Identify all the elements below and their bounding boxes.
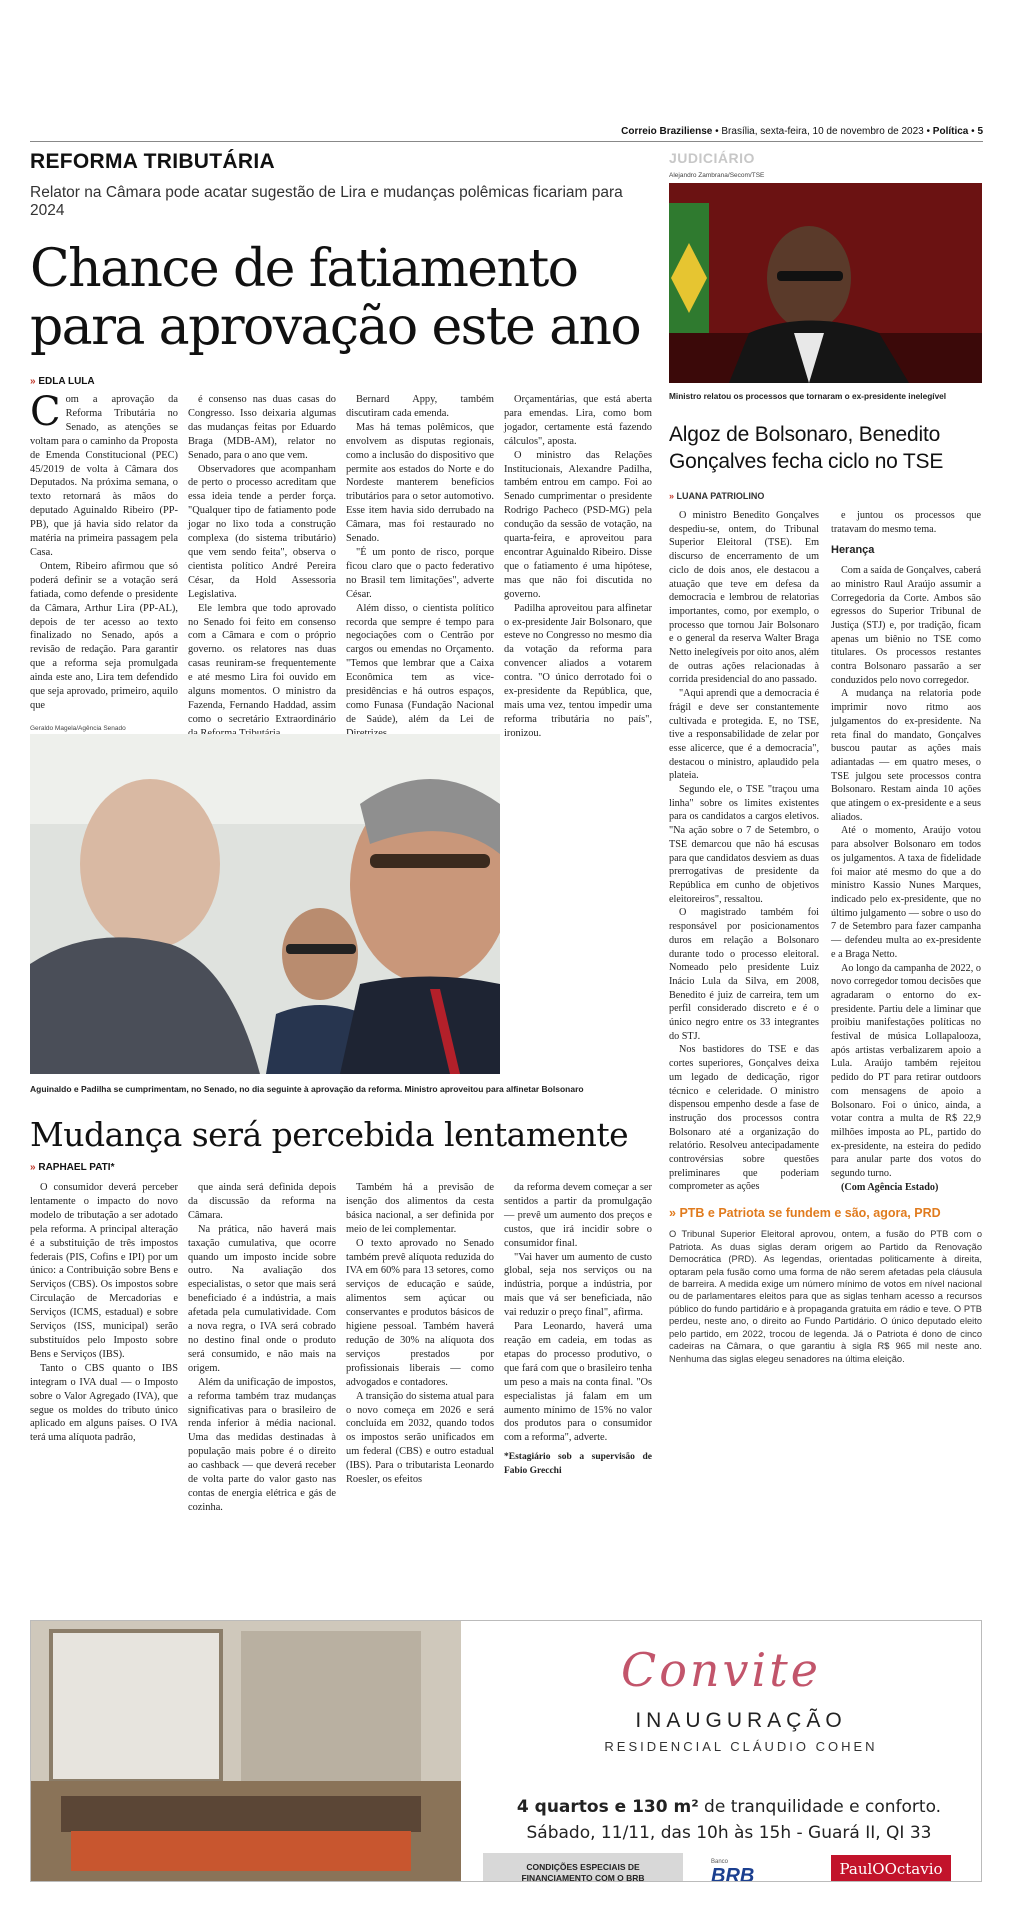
story-body [30,389,652,741]
body-column [831,509,981,1194]
body-paragraph: Nos bastidores do TSE e das cortes superiores, Gonçalves deixa um legado de dedicação, rigor técnico e celeridade. O ministro dispensou empenho desde a fase de instrução dos processos contra Bolsonaro até a organização do relatório. Resolveu antecipadamente controvérsias sobre questões preliminares que poderiam comprometer as ações [669,1044,819,1193]
byline-marker: » [669,491,675,501]
body-paragraph: A transição do sistema atual para o novo começa em 2026 e será concluída em 2032, quando todos os impostos serão unificados em um federal (CBS) e outro estadual (IBS). Para o tributarista Leonardo Roesler, os efeitos [346,1390,494,1486]
photo-credit: Alejandro Zambrana/Secom/TSE [669,172,765,179]
brb-logo-text: BRB [711,1865,755,1882]
body-paragraph: Além da unificação de impostos, a reforma também traz mudanças significativas para o brasileiro de renda inferior à média nacional. Uma das medidas destinadas à população mais pobre é o direito ao cashback — que deverá receber de volta parte do valor gasto nas contas de energia elétrica e gás de cozinha. [188,1376,336,1513]
photo-illustration [30,734,500,1074]
body-column [30,1181,178,1515]
story-kicker: REFORMA TRIBUTÁRIA [30,150,275,173]
byline-marker: » [30,376,36,387]
ad-inauguration: INAUGURAÇÃO [635,1709,847,1732]
body-paragraph: O texto aprovado no Senado também prevê alíquota reduzida do IVA em 60% para 13 setores, como serviços de educação e saúde, alimentos sem açúcar ou conservantes e produtos básicos de higiene pessoal. Também haverá redução de 30% na alíquota dos serviços prestados por profissionais liberais — como advogados e contadores. [346,1237,494,1388]
body-column [504,1181,652,1515]
byline-author: RAPHAEL PATI* [38,1162,115,1173]
headline-line: Chance de fatiamento [30,239,578,299]
headline-line: para aprovação este ano [30,297,641,357]
page-folio [30,126,983,137]
body-paragraph: Ontem, Ribeiro afirmou que só poderá definir se a votação será fatiada, como defende o presidente da Câmara, Arthur Lira (PP-AL), depois de ter acesso ao texto finalizado no Senado, após a revisão de redação. Para garantir que a reforma seja promulgada ainda este ano, Lira tem defendido que seja aprovado, primeiro, aquilo que [30,560,178,711]
body-paragraph: da reforma devem começar a ser sentidos a partir da promulgação — prevê um aumento dos preços e custos, que irá incidir sobre o consumidor final. [504,1182,652,1249]
folio-section: Política [932,126,969,137]
body-column [30,389,178,741]
story-headline [30,240,652,356]
story-body [669,509,982,1194]
page-number: 5 [977,126,983,137]
publication-name: Correio Braziliense [621,126,713,137]
brief-title [669,1206,982,1220]
news-photo [669,183,982,383]
body-column [346,393,494,741]
body-paragraph: om a aprovação da Reforma Tributária no Senado, as atenções se voltam para o caminho da Proposta de Emenda Constitucional (PEC) 45/2019 de volta à Câmara dos Deputados. Na próxima semana, o texto retornará às mãos do deputado Aguinaldo Ribeiro (PP-PB), que já havia sido relator da matéria na primeira passagem pela Casa. [30,394,178,558]
body-paragraph: Na prática, não haverá mais taxação cumulativa, que ocorre quando um imposto incide sobre outro. Na avaliação dos especialistas, o setor que mais será beneficiado é a indústria, a mais afetada pela cumulatividade. Com a nova regra, o IVA será cobrado no destino final onde o produto será consumido, e não mais na origem. [188,1223,336,1374]
body-paragraph: O magistrado também foi responsável por posicionamentos duros em relação a Bolsonaro durante todo o processo eleitoral. Nomeado pelo presidente Luiz Inácio Lula da Silva, em 2008, Benedito é juiz de carreira, tem um perfil considerado discreto e é o único negro entre os 33 integrantes do STJ. [669,907,819,1042]
ad-feature-bold: 4 quartos e 130 m² [516,1797,699,1817]
body-paragraph: Tanto o CBS quanto o IBS integram o IVA dual — o Imposto sobre o Valor Agregado (IVA), que segue os moldes do tributo único aplicado em alguns países. O IVA terá uma alíquota padrão, [30,1362,178,1444]
body-column [504,393,652,741]
section-label: JUDICIÁRIO [669,150,755,166]
body-paragraph: e juntou os processos que tratavam do mesmo tema. [831,510,981,535]
body-column [188,1181,336,1515]
body-column [346,1181,494,1515]
ad-financing-line: CONDIÇÕES ESPECIAIS DE [526,1862,640,1872]
byline-author: LUANA PATRIOLINO [676,491,765,501]
developer-logo: PaulOOctavio [831,1855,951,1882]
body-paragraph: O ministro das Relações Institucionais, Alexandre Padilha, também entrou em campo. Foi ao Senado cumprimentar o presidente Rodrigo Pacheco (PSD-MG) pela condução da sessão de votação, na quarta-feira, e aproveitou para encontrar Aguinaldo Ribeiro. Disse que o fatiamento é uma hipótese, mas que não foi discutida no governo. [504,449,652,600]
story-headline: Mudança será percebida lentamente [30,1115,629,1154]
byline-marker: » [30,1162,36,1173]
body-paragraph: "É um ponto de risco, porque ficou claro que o pacto federativo no Brasil tem limitações", adverte César. [346,546,494,600]
body-paragraph: Além disso, o cientista político recorda que sempre é tempo para negociações com o Centrão por cargos ou emendas no Orçamento. "Temos que lembrar que a Caixa Econômica tem as vice-presidências e há outros espaços, como Funasa (Fundação Nacional de Saúde), além da Lei de [346,602,494,725]
ad-feature-rest: de tranquilidade e conforto. [698,1797,942,1817]
body-paragraph: Padilha aproveitou para alfinetar o ex-presidente Jair Bolsonaro, que esteve no Congresso no mesmo dia da votação da reforma para convencer aliados a votarem contra. "O único derrotado foi o ex-presidente da República, que, mais uma vez, tentou impedir uma reforma tributária no país", ironizou. [504,602,652,739]
folio-rule [30,141,983,142]
body-paragraph: Bernard Appy, também discutiram cada emenda. [346,394,494,419]
body-paragraph: Para Leonardo, haverá uma reação em cadeia, em todas as etapas do processo produtivo, o que fará com que o brasileiro tenha um peso a mais na conta final. "Os especialistas já falam em um aumento mínimo de 15% no valor dos produtos para o consumidor com a reforma", adverte. [504,1321,652,1444]
folio-separator: • [923,126,933,137]
folio-date: Brasília, sexta-feira, 10 de novembro de 2023 [721,126,924,137]
photo-credit: Geraldo Magela/Agência Senado [30,725,126,732]
side-story [669,150,982,1365]
story-footnote: *Estagiário sob a supervisão de Fabio Grecchi [504,1452,652,1477]
brief-marker: » [669,1206,676,1221]
news-photo [30,734,500,1074]
body-paragraph: Também há a previsão de isenção dos alimentos da cesta básica nacional, a ser definida por meio de lei complementar. [346,1182,494,1235]
agency-credit: (Com Agência Estado) [841,1181,939,1193]
body-paragraph: que ainda será definida depois da discussão da reforma na Câmara. [188,1182,336,1221]
story-byline [30,376,652,387]
photo-caption: Ministro relatou os processos que tornaram o ex-presidente inelegível [669,391,947,401]
ad-script-title: Convite [621,1643,821,1697]
main-story [30,150,652,741]
ad-financing-box [483,1853,683,1882]
ad-photo [31,1621,461,1882]
story-headline: Algoz de Bolsonaro, Benedito Gonçalves fecha ciclo no TSE [669,423,944,473]
folio-separator: • [712,126,722,137]
ad-feature-line [484,1797,974,1817]
drop-cap: C [30,389,61,435]
folio-separator: • [968,126,978,137]
brb-logo [711,1859,754,1882]
body-paragraph: Com a saída de Gonçalves, caberá ao ministro Raul Araújo assumir a Corregedoria da Corte. Ambos são egressos do Superior Tribunal de Justiça (STJ) e, por tradição, ficam apenas um biênio no TSE como titulares. Os processos restantes contra Bolsonaro passarão a ser conduzidos pelo novo corregedor. [831,565,981,686]
body-paragraph: Até o momento, Araújo votou para absolver Bolsonaro em todos os julgamentos. A taxa de fidelidade foi maior até mesmo do que a do ministro Kassio Nunes Marques, indicado pelo ex-presidente, que no último julgamento — sobre o uso do 7 de Setembro para fazer campanha — defendeu multa ao ex-presidente e a Braga Netto. [831,825,981,960]
brief-body: O Tribunal Superior Eleitoral aprovou, ontem, a fusão do PTB com o Patriota. As duas siglas deram origem ao Partido da Renovação Democrática (PRD). As legendas, orientadas politicamente à direita, optaram pela fusão como uma forma de não serem afetadas pela cláusula de barreira. A medida exige um número mínimo de votos em nível nacional ou de parlamentares eleitos para que as siglas tenham acesso a recursos público do fundo partidário e à propaganda gratuita em rádio e teve. O PTB perdeu, neste ano, o direito ao Fundo Partidário. O único deputado eleito pelo partido, em 2022, trocou de legenda. Já o Patriota é dono de cinco cadeiras na Câmara, o que garantiu à sigla R$ 965 mil neste ano. Nenhuma das siglas elegeu senadores na última eleição. [669,1229,982,1364]
second-story [30,1115,652,1515]
body-paragraph: O consumidor deverá perceber lentamente o impacto do novo modelo de tributação a ser adotado pela reforma. A principal alteração é a substituição de três impostos federais (PIS, Cofins e IPI) por um único: a Contribuição sobre Bens e Serviços (CBS). Os impostos sobre Circulação de Mercadorias e Serviços (ICMS, estadual) e sobre Serviços (ISS, municipal) serão substituídos pelo Imposto sobre Bens e Serviços (IBS). [30,1182,178,1360]
body-paragraph: "Aqui aprendi que a democracia é frágil e deve ser constantemente cultivada e protegida. E, no TSE, tive a responsabilidade de zelar por esse alicerce, que é a democracia", destacou o ministro, aplaudido pela plateia. [669,688,819,782]
body-paragraph: Segundo ele, o TSE "traçou uma linha" sobre os limites existentes para os candidatos a cargos eletivos. "Na ação sobre o 7 de Setembro, o TSE demarcou que não há escusas para que candidatos desviem as duas prerrogativas de presidente da República em cunho de objetivos eleitoreiros", ressaltou. [669,784,819,905]
photo-caption: Aguinaldo e Padilha se cumprimentam, no Senado, no dia seguinte à aprovação da reforma. Ministro aproveitou para alfinetar Bolsonaro [30,1084,584,1094]
body-paragraph: Orçamentárias, que está aberta para emendas. Lira, como bom jogador, certamente está fazendo cálculos", aposta. [504,394,652,447]
body-paragraph: Ele lembra que todo aprovado no Senado foi feito em consenso com a Câmara e com o próprio governo. os relatores nas duas casas reuniram-se frequentemente e até mesmo Lira foi ouvido em alguns momentos. O ministro da Fazenda, Fernando Haddad, assim como o secretário Extraordinário [188,602,336,725]
photo-illustration [669,183,982,383]
body-column [188,393,336,741]
advertisement [30,1620,982,1882]
brief-title-text: PTB e Patriota se fundem e são, agora, PRD [679,1206,941,1221]
byline-author: EDLA LULA [38,376,95,387]
body-paragraph: A mudança na relatoria pode imprimir novo ritmo aos julgamentos do ex-presidente. Na reta final do mandato, Gonçalves buscou pautar as ações mais adiantadas — em quatro meses, o TSE julgou sete processos contra Bolsonaro. Restam ainda 10 ações que atingem o ex-presidente e a seus aliados. [831,688,981,823]
body-column [669,509,819,1194]
story-deck: Relator na Câmara pode acatar sugestão de Lira e mudanças polêmicas ficariam para 2024 [30,184,623,219]
ad-residence-name: RESIDENCIAL CLÁUDIO COHEN [604,1739,878,1754]
story-body [30,1181,652,1515]
body-paragraph: Ao longo da campanha de 2022, o novo corregedor tomou decisões que agradaram o entorno do ex-presidente. Partiu dele a liminar que proibiu manifestações políticas no festival de música Lollapalooza, após artistas verbalizarem apoio a Lula. Araújo também rejeitou pedido do PT para retirar outdoors com mensagens de apoio a Bolsonaro. Foi o único, ainda, a votar contra a multa de R$ 22,9 milhões imposta ao PL, partido do ex-presidente, na esteira do pedido para anular parte dos votos do segundo turno. [831,962,981,1180]
story-byline [669,491,982,501]
brb-logo-small: Banco [711,1859,729,1865]
ad-financing-line: FINANCIAMENTO COM O BRB [521,1873,645,1882]
ad-date-line: Sábado, 11/11, das 10h às 15h - Guará II, QI 33 [526,1823,932,1843]
body-paragraph: Mas há temas polêmicos, que envolvem as disputas regionais, como a inclusão do dispositivo que permite aos estados do Norte e do Nordeste manterem benefícios tributários para o setor automotivo. Esse item havia sido derrubado na Câmara, mas foi restaurado no Senado. [346,421,494,545]
story-byline [30,1162,652,1173]
body-paragraph: Observadores que acompanham de perto o processo acreditam que essa ideia tende a perder força. "Qualquer tipo de fatiamento pode jogar no lixo toda a construção complexa (do sistema tributário) que vem sendo feita", observa o cientista político André Pereira César, da Hold Assessoria Legislativa. [188,463,336,600]
body-paragraph: O ministro Benedito Gonçalves despediu-se, ontem, do Tribunal Superior Eleitoral (TSE). Em discurso de encerramento de um ciclo de dois anos, ele destacou a atuação que teve em defesa da democracia e lembrou de relatorias importantes, como, por exemplo, o processo que tornou Jair Bolsonaro e o general da reserva Walter Braga Netto inelegíveis por oito anos, além de outras ações relacionadas à corrida presidencial do ano passado. [669,510,819,686]
body-paragraph: é consenso nas duas casas do Congresso. Isso deixaria algumas das mudanças feitas por Eduardo Braga (MDB-AM), relator no Senado, para o ano que vem. [188,394,336,461]
ad-interior-illustration [31,1621,461,1882]
subheading: Herança [831,544,875,557]
body-paragraph: "Vai haver um aumento de custo global, seja nos serviços ou na indústria, porque a indústria, por mais que vá ser beneficiada, não vai reduzir o preço final", afirma. [504,1251,652,1319]
